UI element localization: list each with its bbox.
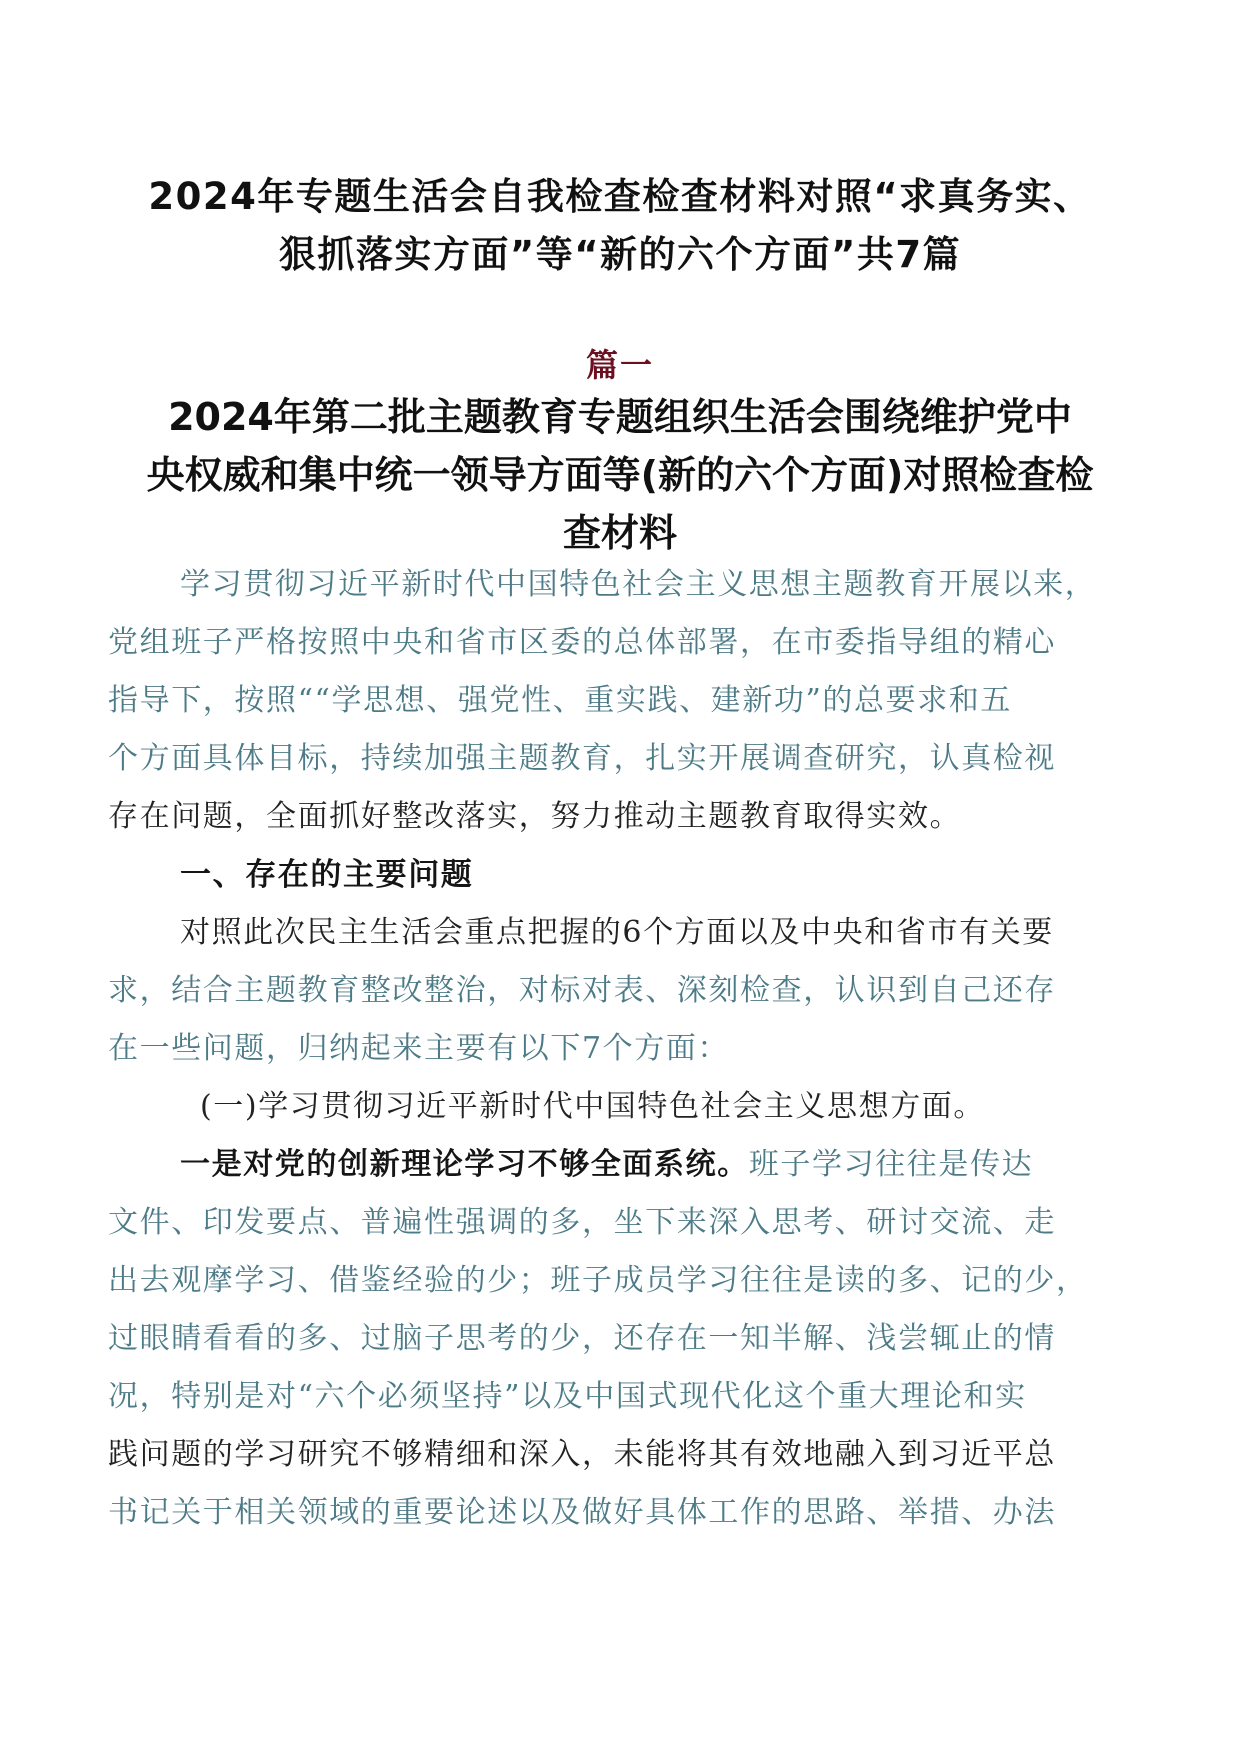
paragraph-line: 求，结合主题教育整改整治，对标对表、深刻检查，认识到自己还存 (108, 973, 1056, 1008)
paragraph-line: 过眼睛看看的多、过脑子思考的少，还存在一知半解、浅尝辄止的情 (108, 1321, 1056, 1356)
paragraph-line: 书记关于相关领域的重要论述以及做好具体工作的思路、举措、办法 (108, 1495, 1056, 1530)
paragraph-line: 个方面具体目标，持续加强主题教育，扎实开展调查研究，认真检视 (108, 741, 1056, 776)
subsection-heading: (一)学习贯彻习近平新时代中国特色社会主义思想方面。 (200, 1089, 986, 1124)
paragraph-line: 况，特别是对“六个必须坚持”以及中国式现代化这个重大理论和实 (108, 1379, 1027, 1414)
paragraph-line (108, 1136, 1148, 1194)
document-title-line-1: 2024年专题生活会自我检查检查材料对照“求真务实、 (148, 175, 1092, 218)
paragraph-line: 存在问题，全面抓好整改落实，努力推动主题教育取得实效。 (108, 799, 962, 834)
document-title-line-2: 狠抓落实方面”等“新的六个方面”共7篇 (278, 233, 962, 276)
article-title-line-1: 2024年第二批主题教育专题组织生活会围绕维护党中 (168, 395, 1072, 439)
article-title-line-2: 央权威和集中统一领导方面等(新的六个方面)对照检查检 (146, 453, 1094, 497)
paragraph-line: 践问题的学习研究不够精细和深入，未能将其有效地融入到习近平总 (108, 1437, 1056, 1472)
paragraph-line: 学习贯彻习近平新时代中国特色社会主义思想主题教育开展以来， (180, 567, 1097, 602)
article-title-line-3: 查材料 (562, 511, 677, 555)
paragraph-line: 在一些问题，归纳起来主要有以下7个方面： (108, 1031, 730, 1066)
paragraph-line: 出去观摩学习、借鉴经验的少；班子成员学习往往是读的多、记的少， (108, 1263, 1088, 1298)
point-lead: 一是对党的创新理论学习不够全面系统。 (180, 1147, 749, 1182)
article-title (110, 388, 1130, 562)
document-body (108, 556, 1148, 1542)
paragraph-line: 指导下，按照““学思想、强党性、重实践、建新功”的总要求和五 (108, 683, 1013, 718)
paragraph-line: 对照此次民主生活会重点把握的6个方面以及中央和省市有关要 (180, 915, 1054, 950)
document-title (90, 168, 1150, 284)
section-heading: 一、存在的主要问题 (180, 857, 474, 893)
paragraph-line: 文件、印发要点、普遍性强调的多，坐下来深入思考、研讨交流、走 (108, 1205, 1056, 1240)
section-label: 篇一 (585, 346, 654, 384)
paragraph-line: 党组班子严格按照中央和省市区委的总体部署，在市委指导组的精心 (108, 625, 1056, 660)
point-text: 班子学习往往是传达 (748, 1147, 1034, 1182)
